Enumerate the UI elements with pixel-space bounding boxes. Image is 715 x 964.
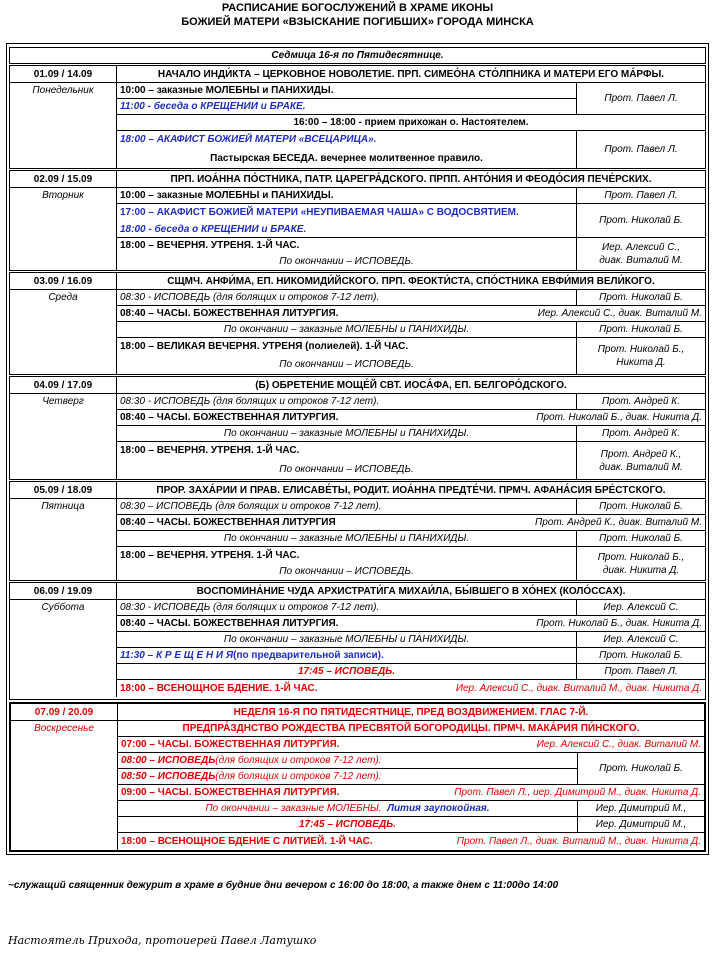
clergy-inline: Прот. Николай Б., диак. Никита Д. bbox=[536, 618, 702, 629]
clergy-name: Прот. Павел Л. bbox=[604, 93, 678, 104]
service-row bbox=[116, 354, 576, 374]
feast-title: (Б) ОБРЕТЕНИЕ МОЩЕ́Й СВТ. ИОСА́ФА, ЕП. БЕЛГОРО́ДСКОГО. bbox=[116, 377, 705, 393]
page-title-line-2: БОЖИЕЙ МАТЕРИ «ВЗЫСКАНИЕ ПОГИБШИХ» ГОРОДА МИНСКА bbox=[181, 16, 534, 28]
day-date: 04.09 / 17.09 bbox=[33, 379, 93, 391]
clergy-cell bbox=[576, 130, 705, 168]
signature: Настоятель Прихода, протоиерей Павел Латушко bbox=[8, 934, 317, 947]
service-text: 11:30 – К Р Е Щ Е Н И Я bbox=[120, 650, 234, 661]
service-row bbox=[116, 459, 576, 479]
service-text: 07:00 – ЧАСЫ. БОЖЕСТВЕННАЯ ЛИТУРГИЯ. bbox=[121, 739, 340, 750]
day-weekday: Четверг bbox=[10, 393, 116, 409]
page-title-line-1: РАСПИСАНИЕ БОГОСЛУЖЕНИЙ В ХРАМЕ ИКОНЫ bbox=[221, 2, 494, 14]
service-text: 09:00 – ЧАСЫ. БОЖЕСТВЕННАЯ ЛИТУРГИЯ. bbox=[121, 787, 340, 798]
clergy-cell bbox=[576, 393, 705, 409]
service-text: 08:40 – ЧАСЫ. БОЖЕСТВЕННАЯ ЛИТУРГИЯ. bbox=[120, 308, 339, 319]
after-text: По окончании – ИСПОВЕДЬ. bbox=[279, 463, 414, 475]
service-row: 08:30 – ИСПОВЕДЬ (для болящих и отроков 7-12 лет). bbox=[116, 498, 576, 514]
clergy-name: Никита Д. bbox=[616, 357, 666, 368]
clergy-name: диак. Никита Д. bbox=[602, 564, 680, 576]
clergy-cell bbox=[576, 530, 705, 546]
service-note: Лития заупокойная. bbox=[387, 803, 490, 814]
clergy-cell bbox=[576, 441, 705, 479]
service-row: По окончании – заказные МОЛЕБНЫ и ПАНИХИДЫ. bbox=[116, 425, 576, 441]
service-note: (по предварительной записи). bbox=[233, 650, 384, 661]
clergy-cell bbox=[576, 289, 705, 305]
feast-title: ПРП. ИОА́ННА ПО́СТНИКА, ПАТР. ЦАРЕГРА́ДСКОГО. ПРПП. АНТО́НИЯ И ФЕОДО́СИЯ ПЕЧЕ́РСКИХ. bbox=[116, 171, 705, 187]
day-weekday: Вторник bbox=[10, 187, 116, 203]
day-weekday: Воскресенье bbox=[11, 720, 117, 736]
feast-title: ВОСПОМИНА́НИЕ ЧУДА АРХИСТРАТИ́ГА МИХАИ́ЛА, БЫ́ВШЕГО В ХО́НЕХ (КОЛО́ССАХ). bbox=[116, 583, 705, 599]
service-row bbox=[116, 305, 705, 321]
clergy-name: Прот. Павел Л. bbox=[604, 144, 678, 155]
day-date: 03.09 / 16.09 bbox=[33, 275, 93, 287]
clergy-cell bbox=[576, 82, 705, 114]
day-friday bbox=[9, 481, 706, 581]
clergy-cell bbox=[577, 800, 704, 816]
clergy-cell bbox=[576, 663, 705, 679]
day-weekday: Суббота bbox=[10, 599, 116, 615]
clergy-name: Прот. Николай Б. bbox=[599, 650, 683, 661]
after-text: По окончании – ИСПОВЕДЬ. bbox=[279, 358, 414, 370]
feast-title: СЩМЧ. АНФИ́МА, ЕП. НИКОМИДИ́ЙСКОГО. ПРП. ФЕОКТИ́СТА, СПО́СТНИКА ЕВФИ́МИЯ ВЕЛИ́КОГО. bbox=[116, 273, 705, 289]
clergy-name: Иер. Алексий С. bbox=[603, 634, 679, 645]
service-row: Пастырская БЕСЕДА. вечернее молитвенное правило. bbox=[116, 148, 576, 168]
clergy-inline: Прот. Павел Л., иер. Димитрий М., диак. Никита Д. bbox=[454, 787, 701, 798]
clergy-cell bbox=[576, 425, 705, 441]
service-text: 08:40 – ЧАСЫ. БОЖЕСТВЕННАЯ ЛИТУРГИЯ. bbox=[120, 412, 339, 423]
clergy-cell bbox=[576, 647, 705, 663]
service-row: 17:45 – ИСПОВЕДЬ. bbox=[116, 663, 576, 679]
clergy-cell bbox=[576, 203, 705, 237]
service-row: 17:00 – АКАФИСТ БОЖИЕЙ МАТЕРИ «НЕУПИВАЕМАЯ ЧАША» С ВОДОСВЯТИЕМ. bbox=[116, 203, 576, 221]
day-thursday bbox=[9, 376, 706, 480]
day-wednesday bbox=[9, 272, 706, 375]
clergy-cell bbox=[577, 752, 704, 784]
service-row: 08:30 - ИСПОВЕДЬ (для болящих и отроков 7-12 лет). bbox=[116, 289, 576, 305]
service-row: 10:00 – заказные МОЛЕБНЫ и ПАНИХИДЫ. bbox=[116, 187, 576, 203]
service-row: 18:00 – ВЕЧЕРНЯ. УТРЕНЯ. 1-Й ЧАС. bbox=[116, 237, 576, 253]
clergy-name: Прот. Николай Б. bbox=[599, 324, 683, 335]
service-row: 16:00 – 18:00 - прием прихожан о. Настоятелем. bbox=[116, 114, 705, 130]
service-row bbox=[116, 563, 576, 580]
service-row bbox=[117, 832, 704, 850]
clergy-cell bbox=[576, 337, 705, 374]
service-row bbox=[116, 514, 705, 530]
feast-title: ПРОР. ЗАХА́РИИ И ПРАВ. ЕЛИСАВЕ́ТЫ, РОДИТ. ИОА́ННА ПРЕДТЕ́ЧИ. ПРМЧ. АФАНА́СИЯ БРЕ́СТСКОГО. bbox=[116, 482, 705, 498]
service-row: 18:00 – АКАФИСТ БОЖИЕЙ МАТЕРИ «ВСЕЦАРИЦА». bbox=[116, 130, 576, 148]
clergy-name: Прот. Андрей К. bbox=[602, 428, 680, 439]
clergy-inline: Прот. Николай Б., диак. Никита Д. bbox=[536, 412, 702, 423]
service-text: 08:00 – ИСПОВЕДЬ bbox=[121, 755, 216, 766]
clergy-name: Прот. Николай Б., bbox=[597, 551, 685, 563]
clergy-cell bbox=[576, 498, 705, 514]
clergy-name: Прот. Павел Л. bbox=[604, 190, 678, 201]
clergy-name: диак. Виталий М. bbox=[599, 461, 683, 473]
clergy-name: Иер. Алексий С. bbox=[603, 602, 679, 613]
clergy-cell bbox=[576, 546, 705, 580]
service-text: 08:40 – ЧАСЫ. БОЖЕСТВЕННАЯ ЛИТУРГИЯ bbox=[120, 517, 336, 528]
day-date: 01.09 / 14.09 bbox=[33, 68, 93, 80]
clergy-name: Иер. Алексий С., bbox=[602, 242, 680, 253]
service-row: 18:00 – ВЕЧЕРНЯ. УТРЕНЯ. 1-Й ЧАС. bbox=[116, 546, 576, 563]
service-row: 11:00 - беседа о КРЕЩЕНИИ и БРАКЕ. bbox=[116, 98, 576, 114]
clergy-cell bbox=[576, 187, 705, 203]
clergy-inline: Прот. Андрей К., диак. Виталий М. bbox=[534, 517, 702, 528]
service-row bbox=[116, 409, 705, 425]
day-date: 07.09 / 20.09 bbox=[34, 706, 94, 718]
day-date: 06.09 / 19.09 bbox=[33, 585, 93, 597]
clergy-name: Иер. Димитрий М., bbox=[595, 803, 687, 814]
service-text: По окончании – заказные МОЛЕБНЫ. bbox=[205, 803, 382, 814]
clergy-inline: Иер. Алексий С., диак. Виталий М. bbox=[537, 308, 702, 319]
clergy-name: Иер. Димитрий М., bbox=[595, 819, 687, 830]
clergy-cell bbox=[576, 599, 705, 615]
service-row: 18:00 - беседа о КРЕЩЕНИИ и БРАКЕ. bbox=[116, 221, 576, 237]
clergy-name: Прот. Андрей К. bbox=[602, 396, 680, 407]
day-tuesday bbox=[9, 170, 706, 271]
service-row: По окончании – заказные МОЛЕБНЫ и ПАНИХИДЫ. bbox=[116, 631, 576, 647]
service-row: По окончании – заказные МОЛЕБНЫ и ПАНИХИДЫ. bbox=[116, 530, 576, 546]
after-text: По окончании – ИСПОВЕДЬ. bbox=[279, 256, 414, 267]
service-row bbox=[116, 615, 705, 631]
service-text: 08:50 – ИСПОВЕДЬ bbox=[121, 771, 216, 782]
clergy-inline: Иер. Алексий С., диак. Виталий М., диак. Никита Д. bbox=[455, 683, 702, 694]
after-text: По окончании – ИСПОВЕДЬ. bbox=[279, 566, 414, 577]
clergy-cell bbox=[576, 321, 705, 337]
service-row bbox=[116, 647, 576, 663]
service-text: 08:40 – ЧАСЫ. БОЖЕСТВЕННАЯ ЛИТУРГИЯ. bbox=[120, 618, 339, 629]
service-row bbox=[117, 768, 577, 784]
service-row bbox=[117, 752, 577, 768]
clergy-inline: Прот. Павел Л., диак. Виталий М., диак. Никита Д. bbox=[456, 836, 701, 847]
service-text: 18:00 – ВСЕНОЩНОЕ БДЕНИЕ. 1-Й ЧАС. bbox=[120, 683, 318, 694]
service-row bbox=[117, 784, 704, 800]
footnote: ~служащий священник дежурит в храме в будние дни вечером с 16:00 до 18:00, а также днем с 11:00до 14:00 bbox=[8, 880, 559, 891]
clergy-name: Прот. Николай Б. bbox=[599, 292, 683, 303]
service-row: 18:00 – ВЕЧЕРНЯ. УТРЕНЯ. 1-Й ЧАС. bbox=[116, 441, 576, 459]
day-date: 05.09 / 18.09 bbox=[33, 484, 93, 496]
clergy-cell bbox=[576, 631, 705, 647]
service-row bbox=[117, 800, 577, 816]
service-note: (для болящих и отроков 7-12 лет). bbox=[215, 771, 382, 782]
service-note: (для болящих и отроков 7-12 лет). bbox=[215, 755, 382, 766]
schedule-table bbox=[6, 43, 709, 855]
clergy-name: Прот. Николай Б. bbox=[599, 763, 683, 774]
clergy-name: диак. Виталий М. bbox=[599, 255, 683, 266]
clergy-name: Прот. Николай Б. bbox=[599, 215, 683, 226]
day-monday bbox=[9, 65, 706, 169]
service-row: 08:30 - ИСПОВЕДЬ (для болящих и отроков 7-12 лет). bbox=[116, 393, 576, 409]
clergy-name: Прот. Николай Б. bbox=[599, 533, 683, 544]
clergy-name: Прот. Павел Л. bbox=[604, 666, 678, 677]
clergy-cell bbox=[576, 237, 705, 270]
feast-title: НЕДЕЛЯ 16-Я ПО ПЯТИДЕСЯТНИЦЕ, ПРЕД ВОЗДВИЖЕНИЕМ. ГЛАС 7-Й. bbox=[117, 704, 704, 720]
day-saturday bbox=[9, 582, 706, 700]
day-sunday bbox=[9, 702, 706, 852]
day-date: 02.09 / 15.09 bbox=[33, 173, 93, 185]
service-row bbox=[116, 679, 705, 697]
service-text: 18:00 – ВСЕНОЩНОЕ БДЕНИЕ С ЛИТИЕЙ. 1-Й ЧАС. bbox=[121, 836, 373, 847]
feast-title: НАЧАЛО ИНДИ́КТА – ЦЕРКОВНОЕ НОВОЛЕТИЕ. ПРП. СИМЕО́НА СТО́ЛПНИКА И МАТЕРИ ЕГО МА́РФЫ. bbox=[116, 66, 705, 82]
week-title: Седмица 16-я по Пятидесятнице. bbox=[271, 50, 444, 61]
service-row: По окончании – заказные МОЛЕБНЫ и ПАНИХИДЫ. bbox=[116, 321, 576, 337]
feast-subtitle: ПРЕДПРА́ЗДНСТВО РОЖДЕСТВА ПРЕСВЯТОЙ БОГОРОДИЦЫ. ПРМЧ. МАКА́РИЯ ПИ́НСКОГО. bbox=[117, 720, 704, 736]
day-weekday: Среда bbox=[10, 289, 116, 305]
day-weekday: Пятница bbox=[10, 498, 116, 514]
clergy-name: Прот. Андрей К., bbox=[600, 448, 682, 460]
day-weekday: Понедельник bbox=[10, 82, 116, 98]
clergy-inline: Иер. Алексий С., диак. Виталий М. bbox=[536, 739, 701, 750]
clergy-cell bbox=[577, 816, 704, 832]
service-row: 18:00 – ВЕЛИКАЯ ВЕЧЕРНЯ. УТРЕНЯ (полиелей). 1-Й ЧАС. bbox=[116, 337, 576, 354]
clergy-name: Прот. Николай Б. bbox=[599, 501, 683, 512]
service-row: 17:45 – ИСПОВЕДЬ. bbox=[117, 816, 577, 832]
service-row bbox=[117, 736, 704, 752]
service-row bbox=[116, 253, 576, 270]
week-header bbox=[9, 47, 706, 64]
service-row: 10:00 – заказные МОЛЕБНЫ и ПАНИХИДЫ. bbox=[116, 82, 576, 98]
service-row: 08:30 - ИСПОВЕДЬ (для болящих и отроков 7-12 лет). bbox=[116, 599, 576, 615]
clergy-name: Прот. Николай Б., bbox=[597, 344, 685, 355]
